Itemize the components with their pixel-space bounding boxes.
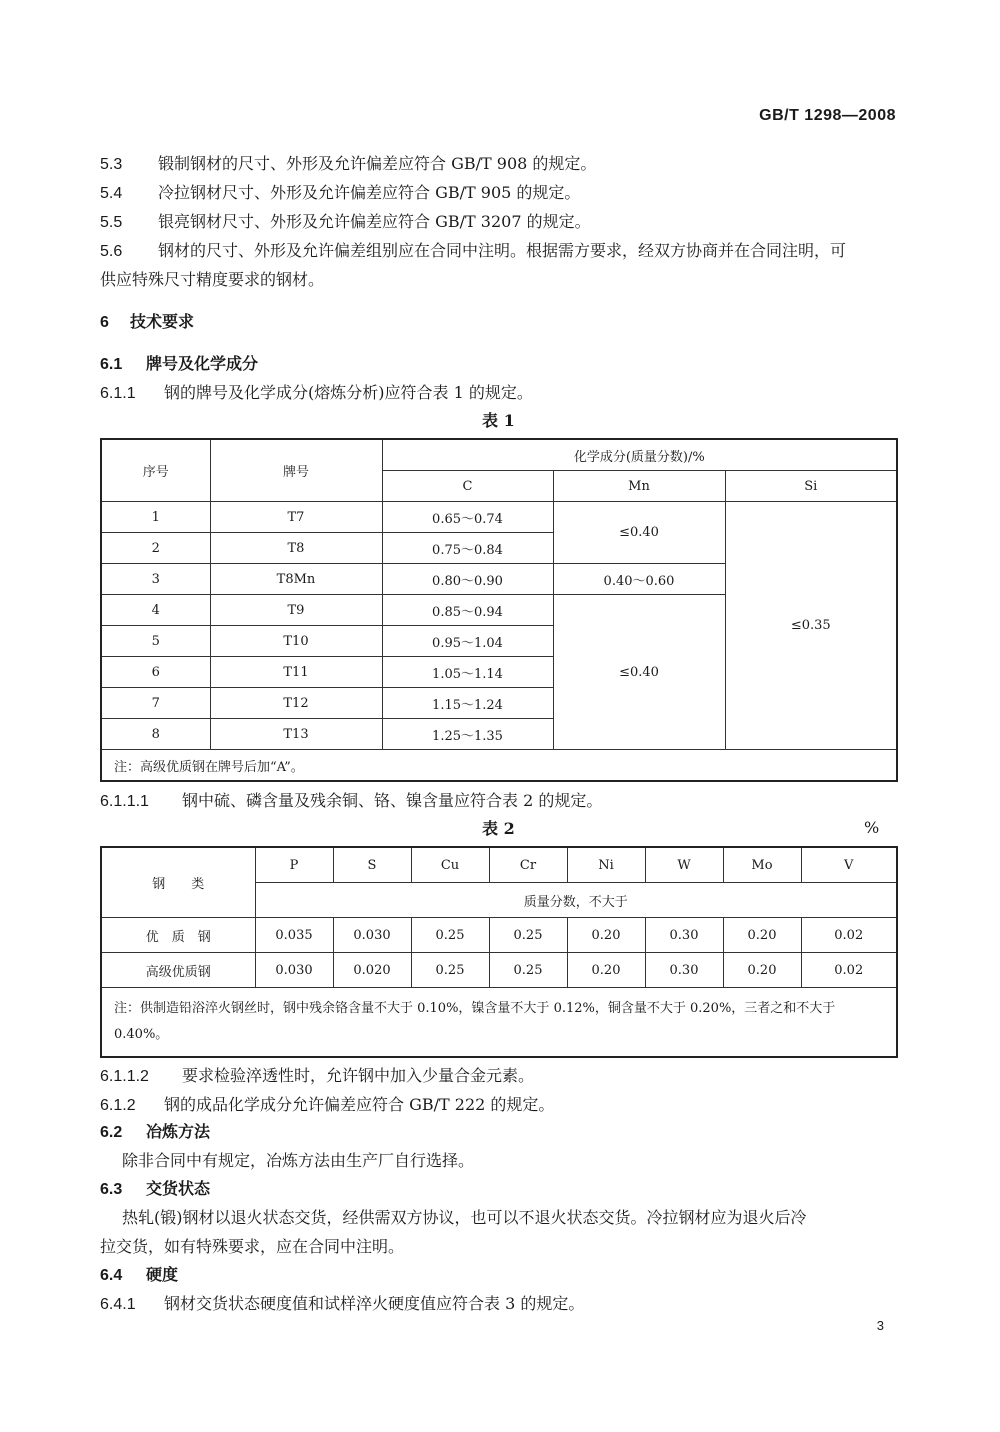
- cell-seq: 6: [101, 657, 210, 688]
- header-element: P: [255, 847, 333, 883]
- section-6-3-heading: [100, 1175, 900, 1204]
- clause-number: 5.4: [100, 185, 123, 202]
- header-element: Ni: [567, 847, 645, 883]
- clause-6-2-text: 除非合同中有规定，冶炼方法由生产厂自行选择。: [122, 1151, 475, 1170]
- header-grade: 牌号: [210, 439, 382, 502]
- section-number: 6.3: [100, 1181, 123, 1198]
- cell-c: 1.05～1.14: [382, 657, 553, 688]
- cell-value: 0.20: [567, 953, 645, 988]
- clause-number: 5.6: [100, 243, 123, 260]
- cell-grade: T8Mn: [210, 564, 382, 595]
- cell-c: 0.75～0.84: [382, 533, 553, 564]
- clause-5-5: [100, 208, 900, 237]
- cell-value: 0.20: [723, 953, 801, 988]
- cell-c: 1.25～1.35: [382, 719, 553, 750]
- clause-6-1-1-2: [100, 1062, 900, 1091]
- cell-seq: 4: [101, 595, 210, 626]
- header-element: Cu: [411, 847, 489, 883]
- section-title: 牌号及化学成分: [146, 354, 259, 373]
- cell-mn: ≤0.40: [553, 595, 725, 750]
- clause-6-1-2: [100, 1091, 900, 1120]
- section-number: 6.1: [100, 356, 123, 373]
- clause-text: 锻制钢材的尺寸、外形及允许偏差应符合 GB/T 908 的规定。: [158, 154, 597, 173]
- table-1: [100, 438, 898, 782]
- cell-value: 0.25: [411, 918, 489, 953]
- cell-si: ≤0.35: [725, 502, 897, 750]
- clause-text: 钢材的尺寸、外形及允许偏差组别应在合同中注明。根据需方要求，经双方协商并在合同注明，可: [158, 241, 847, 260]
- clause-text: 钢的牌号及化学成分(熔炼分析)应符合表 1 的规定。: [164, 383, 533, 402]
- cell-class: 优 质 钢: [101, 918, 255, 953]
- cell-grade: T11: [210, 657, 382, 688]
- cell-c: 1.15～1.24: [382, 688, 553, 719]
- clause-5-6-continued: 供应特殊尺寸精度要求的钢材。: [100, 270, 325, 289]
- header-composition: 化学成分(质量分数)/%: [382, 439, 897, 471]
- cell-grade: T9: [210, 595, 382, 626]
- cell-c: 0.95～1.04: [382, 626, 553, 657]
- cell-c: 0.85～0.94: [382, 595, 553, 626]
- cell-value: 0.25: [411, 953, 489, 988]
- clause-text: 钢材交货状态硬度值和试样淬火硬度值应符合表 3 的规定。: [164, 1294, 585, 1313]
- table-2-unit: %: [864, 818, 880, 837]
- cell-c: 0.80～0.90: [382, 564, 553, 595]
- cell-grade: T13: [210, 719, 382, 750]
- section-6-4-heading: [100, 1261, 900, 1290]
- header-class: 钢 类: [101, 847, 255, 918]
- header-element: Mo: [723, 847, 801, 883]
- cell-value: 0.020: [333, 953, 411, 988]
- cell-mn: 0.40～0.60: [553, 564, 725, 595]
- clause-number: 6.1.1.2: [100, 1068, 149, 1085]
- cell-value: 0.035: [255, 918, 333, 953]
- header-mn: Mn: [553, 471, 725, 502]
- clause-6-1-1-1: [100, 787, 900, 816]
- clause-text: 要求检验淬透性时，允许钢中加入少量合金元素。: [182, 1066, 535, 1085]
- clause-6-1-1: [100, 379, 900, 408]
- cell-value: 0.20: [567, 918, 645, 953]
- clause-6-3-text: 热轧(锻)钢材以退火状态交货，经供需双方协议，也可以不退火状态交货。冷拉钢材应为退火后冷: [122, 1208, 807, 1227]
- section-number: 6: [100, 314, 109, 331]
- table-row: [101, 918, 897, 953]
- table-2-note: 注：供制造铅浴淬火钢丝时，钢中残余铬含量不大于 0.10%，镍含量不大于 0.12%，铜含量不大于 0.20%，三者之和不大于 0.40%。: [101, 988, 897, 1058]
- cell-grade: T7: [210, 502, 382, 533]
- clause-number: 6.1.1.1: [100, 793, 149, 810]
- header-element: W: [645, 847, 723, 883]
- cell-value: 0.30: [645, 953, 723, 988]
- clause-6-4-1: [100, 1290, 900, 1319]
- section-title: 硬度: [146, 1265, 179, 1284]
- section-6-heading: [100, 308, 900, 337]
- table-2-caption: 表 2: [482, 819, 515, 838]
- table-row: [101, 953, 897, 988]
- standard-code: GB/T 1298—2008: [759, 107, 896, 124]
- cell-value: 0.25: [489, 918, 567, 953]
- section-number: 6.2: [100, 1124, 123, 1141]
- cell-seq: 1: [101, 502, 210, 533]
- clause-text: 银亮钢材尺寸、外形及允许偏差应符合 GB/T 3207 的规定。: [158, 212, 591, 231]
- clause-number: 6.1.1: [100, 385, 136, 402]
- clause-6-3-text-continued: 拉交货，如有特殊要求，应在合同中注明。: [100, 1237, 405, 1256]
- table-2: [100, 846, 898, 1058]
- cell-grade: T10: [210, 626, 382, 657]
- cell-value: 0.02: [801, 953, 897, 988]
- header-mass-fraction: 质量分数，不大于: [255, 883, 897, 918]
- cell-value: 0.30: [645, 918, 723, 953]
- header-c: C: [382, 471, 553, 502]
- clause-5-6: [100, 237, 900, 266]
- header-si: Si: [725, 471, 897, 502]
- cell-value: 0.20: [723, 918, 801, 953]
- cell-seq: 8: [101, 719, 210, 750]
- clause-5-4: [100, 179, 900, 208]
- cell-seq: 2: [101, 533, 210, 564]
- clause-5-3: [100, 150, 900, 179]
- clause-number: 6.1.2: [100, 1097, 136, 1114]
- page-number: 3: [876, 1318, 884, 1333]
- cell-value: 0.030: [333, 918, 411, 953]
- cell-mn: ≤0.40: [553, 502, 725, 564]
- cell-value: 0.25: [489, 953, 567, 988]
- section-title: 技术要求: [130, 312, 195, 331]
- cell-seq: 5: [101, 626, 210, 657]
- cell-class: 高级优质钢: [101, 953, 255, 988]
- header-element: Cr: [489, 847, 567, 883]
- cell-seq: 7: [101, 688, 210, 719]
- cell-grade: T12: [210, 688, 382, 719]
- cell-c: 0.65～0.74: [382, 502, 553, 533]
- header-element: S: [333, 847, 411, 883]
- cell-grade: T8: [210, 533, 382, 564]
- header-element: V: [801, 847, 897, 883]
- clause-number: 5.5: [100, 214, 123, 231]
- section-number: 6.4: [100, 1267, 123, 1284]
- clause-text: 钢的成品化学成分允许偏差应符合 GB/T 222 的规定。: [164, 1095, 555, 1114]
- table-1-caption: 表 1: [482, 411, 515, 430]
- cell-value: 0.02: [801, 918, 897, 953]
- clause-text: 冷拉钢材尺寸、外形及允许偏差应符合 GB/T 905 的规定。: [158, 183, 581, 202]
- clause-number: 5.3: [100, 156, 123, 173]
- table-row: [101, 502, 897, 533]
- section-6-2-heading: [100, 1118, 900, 1147]
- table-1-note: 注：高级优质钢在牌号后加“A”。: [101, 750, 897, 782]
- clause-number: 6.4.1: [100, 1296, 136, 1313]
- section-title: 交货状态: [146, 1179, 211, 1198]
- cell-value: 0.030: [255, 953, 333, 988]
- clause-text: 钢中硫、磷含量及残余铜、铬、镍含量应符合表 2 的规定。: [182, 791, 603, 810]
- section-6-1-heading: [100, 350, 900, 379]
- header-seq: 序号: [101, 439, 210, 502]
- cell-seq: 3: [101, 564, 210, 595]
- section-title: 冶炼方法: [146, 1122, 211, 1141]
